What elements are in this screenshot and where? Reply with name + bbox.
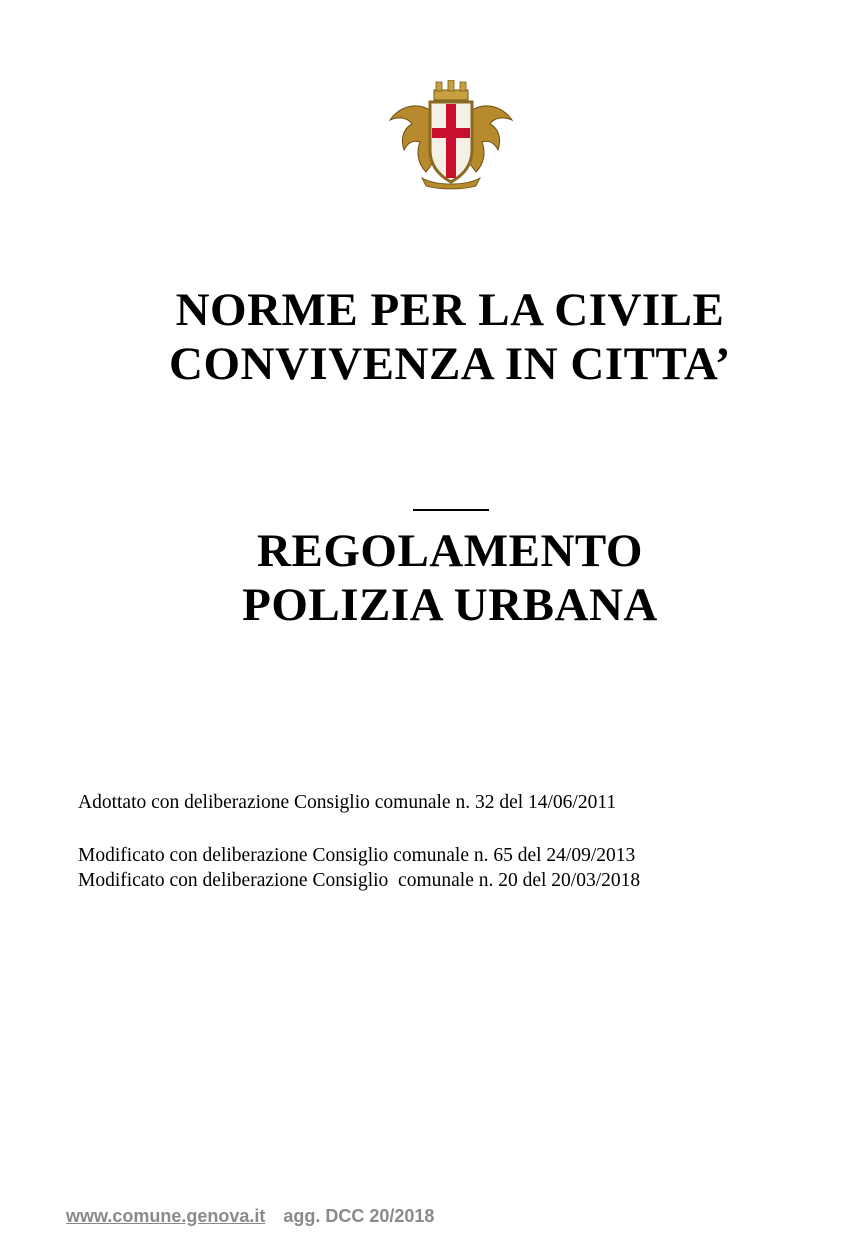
genova-coat-of-arms-logo [386, 80, 516, 190]
notes-spacer [78, 815, 798, 843]
page-footer [66, 1206, 434, 1227]
title-line-1: NORME PER LA CIVILE [175, 284, 725, 336]
adopted-note: Adottato con deliberazione Consiglio comunale n. 32 del 14/06/2011 [78, 792, 617, 813]
modified-note-2018: Modificato con deliberazione Consiglio comunale n. 20 del 20/03/2018 [78, 870, 641, 891]
left-griffin-icon [390, 106, 432, 172]
title-line-2: CONVIVENZA IN CITTA’ [169, 338, 731, 390]
modified-note-2013: Modificato con deliberazione Consiglio comunale n. 65 del 24/09/2013 [78, 845, 636, 866]
document-subtitle [150, 524, 750, 632]
document-title [150, 283, 750, 391]
separator-line [413, 509, 489, 511]
update-reference: agg. DCC 20/2018 [283, 1206, 435, 1226]
subtitle-line-2: POLIZIA URBANA [242, 579, 658, 631]
crown-icon [434, 80, 468, 100]
deliberation-notes [78, 790, 798, 893]
right-griffin-icon [470, 106, 512, 172]
website-link[interactable]: www.comune.genova.it [66, 1206, 266, 1226]
shield-icon [430, 102, 472, 182]
subtitle-line-1: REGOLAMENTO [257, 525, 643, 577]
